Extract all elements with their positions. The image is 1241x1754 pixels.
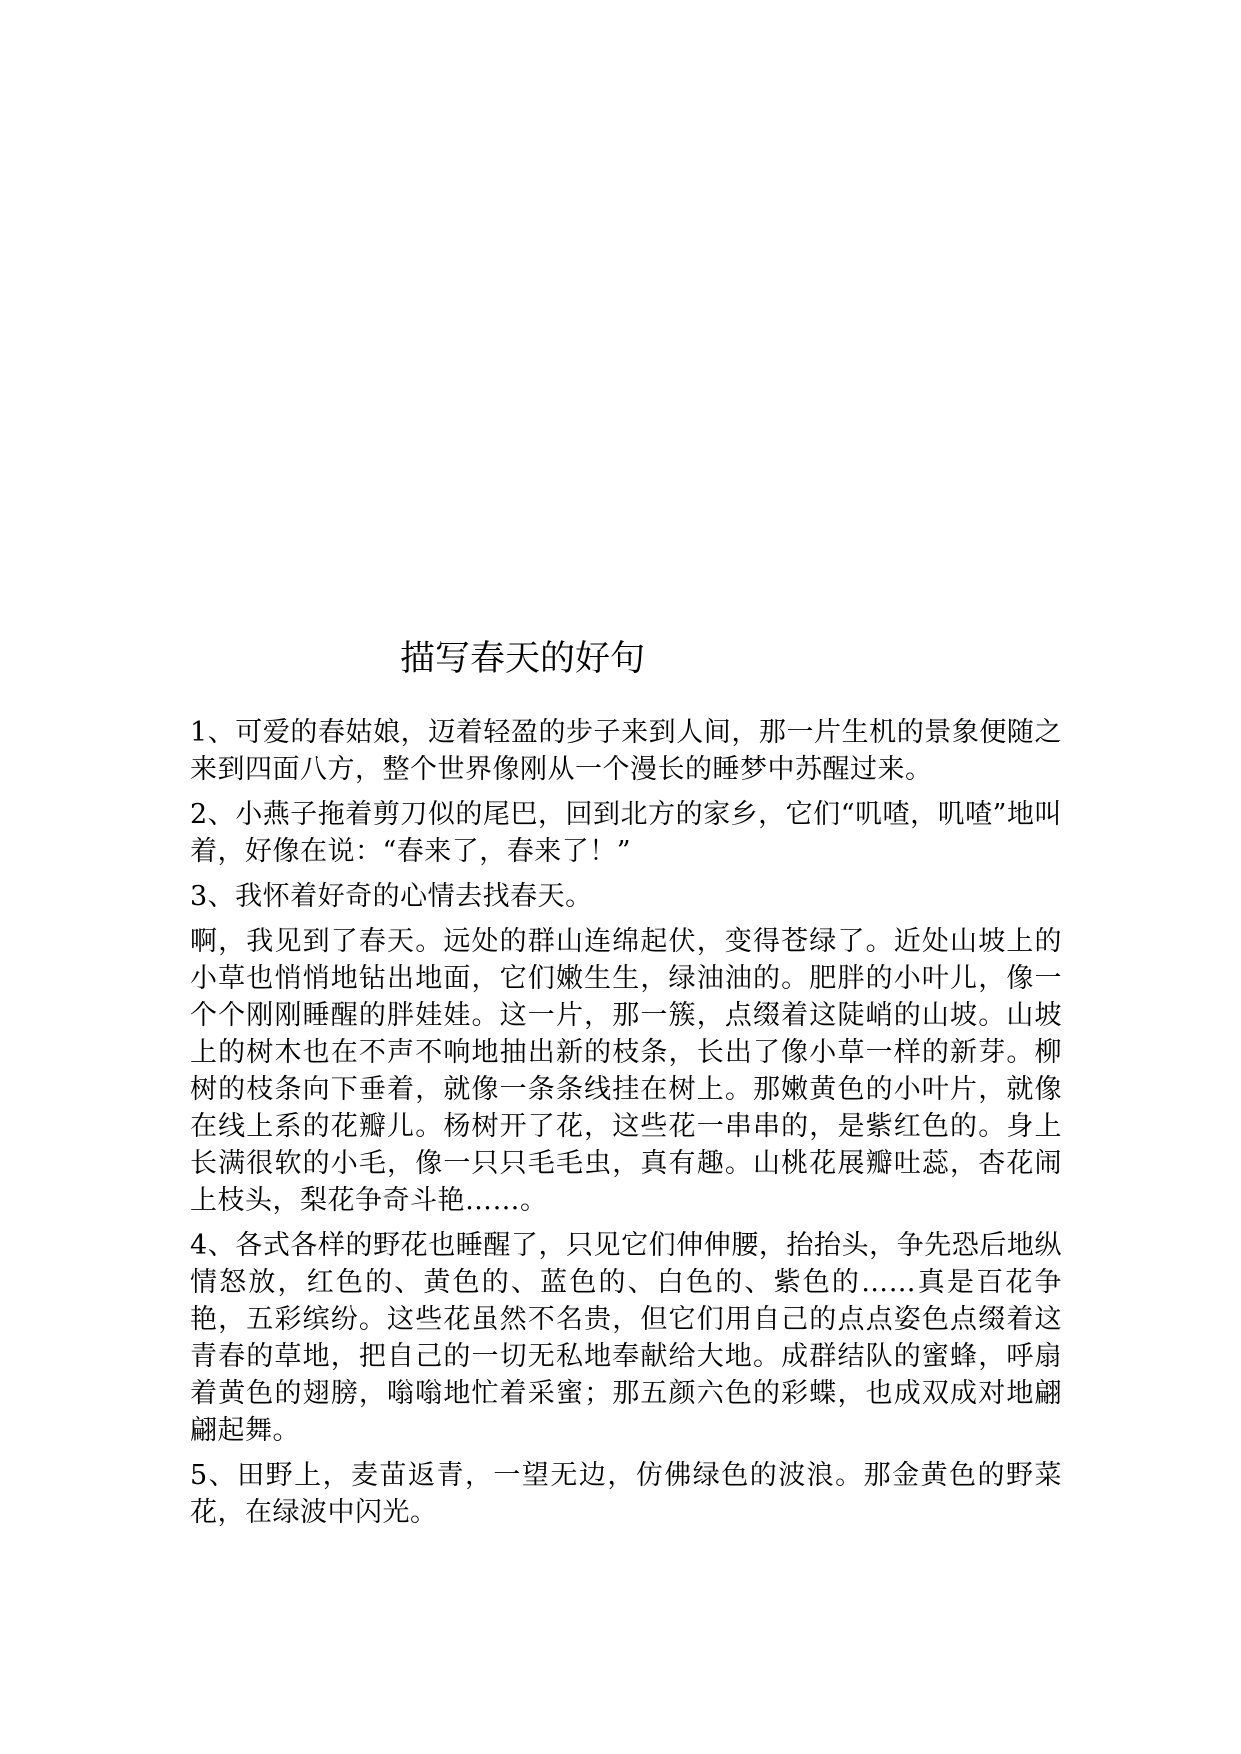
paragraph-3: 3、我怀着好奇的心情去找春天。: [190, 881, 593, 912]
paragraph-5: 5、田野上，麦苗返青，一望无边，仿佛绿色的波浪。那金黄色的野菜花，在绿波中闪光。: [190, 1460, 1062, 1528]
paragraph-1: 1、可爱的春姑娘，迈着轻盈的步子来到人间，那一片生机的景象便随之来到四面八方，整个世界像刚从一个漫长的睡梦中苏醒过来。: [190, 717, 1062, 785]
paragraph-2: 2、小燕子拖着剪刀似的尾巴，回到北方的家乡，它们“叽喳，叽喳”地叫着，好像在说：“春来了，春来了！”: [190, 799, 1062, 867]
paragraph-3-continued: 啊，我见到了春天。远处的群山连绵起伏，变得苍绿了。近处山坡上的小草也悄悄地钻出地面，它们嫩生生，绿油油的。肥胖的小叶儿，像一个个刚刚睡醒的胖娃娃。这一片，那一簇，点缀着这陡峭的山坡。山坡上的树木也在不声不响地抽出新的枝条，长出了像小草一样的新芽。柳树的枝条向下垂着，就像一条条线挂在树上。那嫩黄色的小叶片，就像在线上系的花瓣儿。杨树开了花，这些花一串串的，是紫红色的。身上长满很软的小毛，像一只只毛毛虫，真有趣。山桃花展瓣吐蕊，杏花闹上枝头，梨花争奇斗艳……。: [190, 926, 1062, 1216]
page-title: 描写春天的好句: [400, 639, 646, 679]
paragraph-4: 4、各式各样的野花也睡醒了，只见它们伸伸腰，抬抬头，争先恐后地纵情怒放，红色的、黄色的、蓝色的、白色的、紫色的……真是百花争艳，五彩缤纷。这些花虽然不名贵，但它们用自己的点点姿色点缀着这青春的草地，把自己的一切无私地奉献给大地。成群结队的蜜蜂，呼扇着黄色的翅膀，嗡嗡地忙着采蜜；那五颜六色的彩蝶，也成双成对地翩翩起舞。: [190, 1230, 1062, 1446]
document-body: [190, 714, 1062, 1539]
